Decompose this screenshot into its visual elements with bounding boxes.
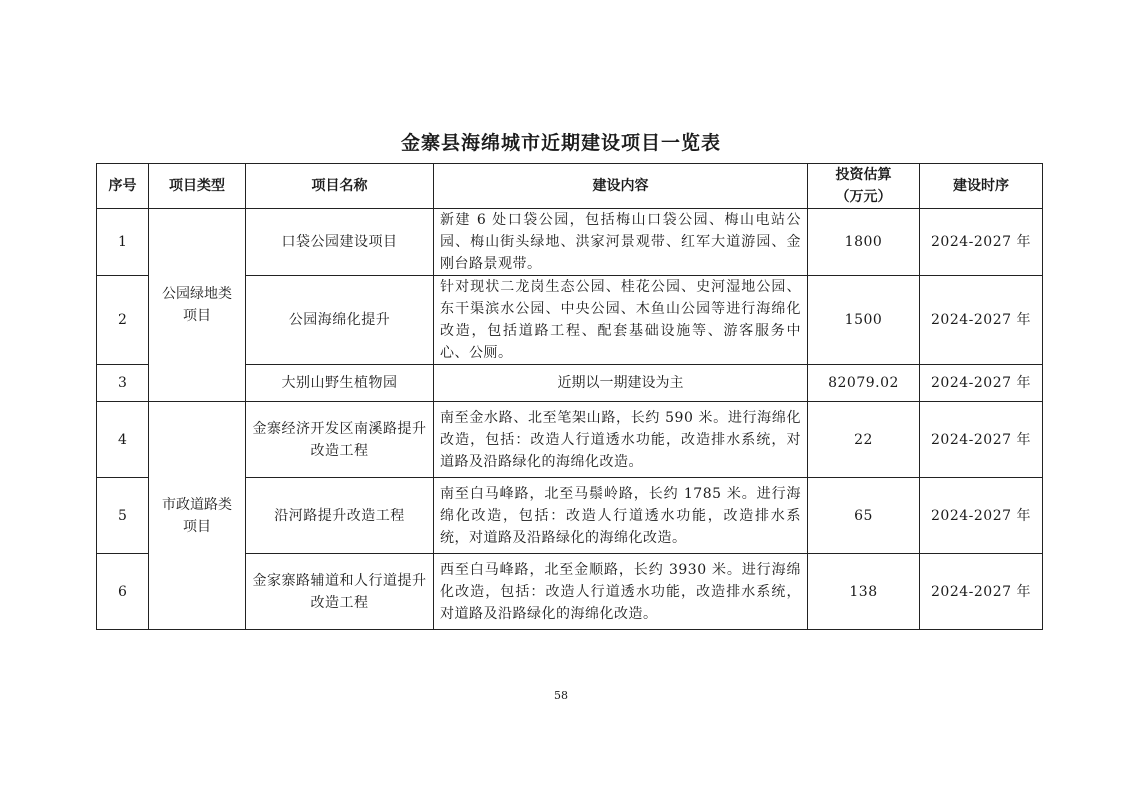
row-name: 公园海绵化提升 bbox=[246, 276, 434, 365]
row-content: 近期以一期建设为主 bbox=[434, 365, 808, 402]
row-name: 沿河路提升改造工程 bbox=[246, 478, 434, 554]
row-index: 2 bbox=[97, 276, 149, 365]
row-investment: 82079.02 bbox=[808, 365, 920, 402]
row-index: 5 bbox=[97, 478, 149, 554]
category-label-line2: 项目 bbox=[183, 518, 211, 535]
category-label-line2: 项目 bbox=[183, 308, 211, 324]
category-label-line1: 公园绿地类 bbox=[162, 286, 232, 302]
row-content: 新建 6 处口袋公园，包括梅山口袋公园、梅山电站公园、梅山街头绿地、洪家河景观带、红军大道游园、金刚台路景观带。 bbox=[434, 209, 808, 276]
table-title: 金寨县海绵城市近期建设项目一览表 bbox=[400, 132, 721, 154]
row-period: 2024-2027 年 bbox=[920, 209, 1043, 276]
row-name: 金寨经济开发区南溪路提升改造工程 bbox=[246, 402, 434, 478]
row-period: 2024-2027 年 bbox=[920, 478, 1043, 554]
page-number: 58 bbox=[554, 689, 568, 702]
category-label-line1: 市政道路类 bbox=[162, 496, 232, 513]
row-investment: 22 bbox=[808, 402, 920, 478]
table-header-row bbox=[97, 164, 1043, 209]
row-content: 针对现状二龙岗生态公园、桂花公园、史河湿地公园、东干渠滨水公园、中央公园、木鱼山公园等进行海绵化改造，包括道路工程、配套基础设施等、游客服务中心、公厕。 bbox=[434, 276, 808, 365]
table-row bbox=[97, 209, 1043, 276]
header-investment bbox=[808, 164, 920, 209]
header-name: 项目名称 bbox=[246, 164, 434, 209]
header-category: 项目类型 bbox=[149, 164, 246, 209]
header-investment-line1: 投资估算 bbox=[835, 167, 892, 183]
row-investment: 1800 bbox=[808, 209, 920, 276]
category-cell-park bbox=[149, 209, 246, 402]
row-investment: 138 bbox=[808, 554, 920, 630]
row-investment: 65 bbox=[808, 478, 920, 554]
table-row bbox=[97, 402, 1043, 478]
row-period: 2024-2027 年 bbox=[920, 276, 1043, 365]
row-name: 口袋公园建设项目 bbox=[246, 209, 434, 276]
header-investment-line2: （万元） bbox=[835, 189, 892, 205]
row-investment: 1500 bbox=[808, 276, 920, 365]
row-content: 南至金水路、北至笔架山路，长约 590 米。进行海绵化改造，包括：改造人行道透水功能，改造排水系统，对道路及沿路绿化的海绵化改造。 bbox=[434, 402, 808, 478]
header-period: 建设时序 bbox=[920, 164, 1043, 209]
row-name: 金家寨路辅道和人行道提升改造工程 bbox=[246, 554, 434, 630]
row-name: 大别山野生植物园 bbox=[246, 365, 434, 402]
row-content: 南至白马峰路，北至马鬃岭路，长约 1785 米。进行海绵化改造，包括：改造人行道透水功能，改造排水系统，对道路及沿路绿化的海绵化改造。 bbox=[434, 478, 808, 554]
row-period: 2024-2027 年 bbox=[920, 554, 1043, 630]
header-index: 序号 bbox=[97, 164, 149, 209]
row-period: 2024-2027 年 bbox=[920, 402, 1043, 478]
header-content: 建设内容 bbox=[434, 164, 808, 209]
project-table bbox=[96, 163, 1043, 630]
category-cell-road bbox=[149, 402, 246, 630]
row-index: 3 bbox=[97, 365, 149, 402]
row-index: 6 bbox=[97, 554, 149, 630]
row-content: 西至白马峰路，北至金顺路，长约 3930 米。进行海绵化改造，包括：改造人行道透水功能，改造排水系统，对道路及沿路绿化的海绵化改造。 bbox=[434, 554, 808, 630]
row-index: 4 bbox=[97, 402, 149, 478]
row-index: 1 bbox=[97, 209, 149, 276]
row-period: 2024-2027 年 bbox=[920, 365, 1043, 402]
